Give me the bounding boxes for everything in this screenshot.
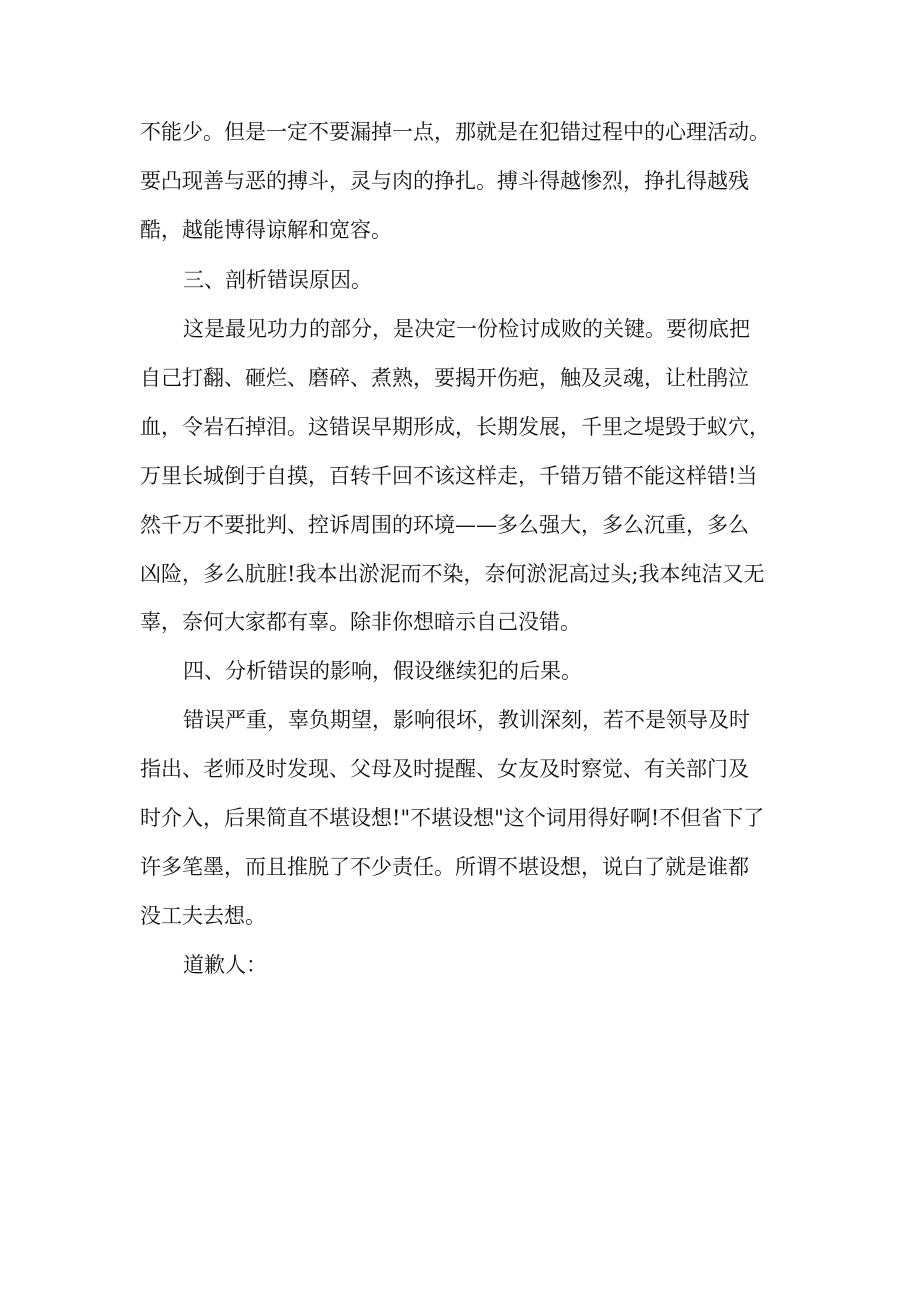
- section-heading-3: 三、剖析错误原因。: [183, 268, 372, 292]
- paragraph-line-9: 然千万不要批判、控诉周围的环境——多么强大，多么沉重，多么: [140, 513, 749, 537]
- paragraph-line-8: 万里长城倒于自摸，百转千回不该这样走，千错万错不能这样错!当: [140, 464, 758, 488]
- paragraph-line-10: 凶险，多么肮脏!我本出淤泥而不染，奈何淤泥高过头;我本纯洁又无: [140, 562, 765, 586]
- section-heading-4: 四、分析错误的影响，假设继续犯的后果。: [183, 659, 582, 683]
- paragraph-line-2: 要凸现善与恶的搏斗，灵与肉的挣扎。搏斗得越惨烈，挣扎得越残: [140, 169, 749, 193]
- paragraph-line-14: 指出、老师及时发现、父母及时提醒、女友及时察觉、有关部门及: [140, 757, 749, 781]
- paragraph-line-17: 没工夫去想。: [140, 904, 266, 928]
- paragraph-line-16: 许多笔墨，而且推脱了不少责任。所谓不堪设想，说白了就是谁都: [140, 855, 749, 879]
- paragraph-line-6: 自己打翻、砸烂、磨碎、煮熟，要揭开伤疤，触及灵魂，让杜鹃泣: [140, 366, 749, 390]
- paragraph-line-5: 这是最见功力的部分，是决定一份检讨成败的关键。要彻底把: [183, 317, 750, 341]
- paragraph-line-13: 错误严重，辜负期望，影响很坏，教训深刻，若不是领导及时: [183, 708, 750, 732]
- paragraph-line-1: 不能少。但是一定不要漏掉一点，那就是在犯错过程中的心理活动。: [140, 120, 770, 144]
- paragraph-line-3: 酷，越能博得谅解和宽容。: [140, 218, 392, 242]
- paragraph-line-7: 血，令岩石掉泪。这错误早期形成，长期发展，千里之堤毁于蚁穴，: [140, 415, 770, 439]
- paragraph-line-15: 时介入，后果简直不堪设想!"不堪设想"这个词用得好啊!不但省下了: [140, 806, 765, 830]
- signature-label: 道歉人：: [183, 953, 267, 977]
- paragraph-line-11: 辜，奈何大家都有辜。除非你想暗示自己没错。: [140, 610, 581, 634]
